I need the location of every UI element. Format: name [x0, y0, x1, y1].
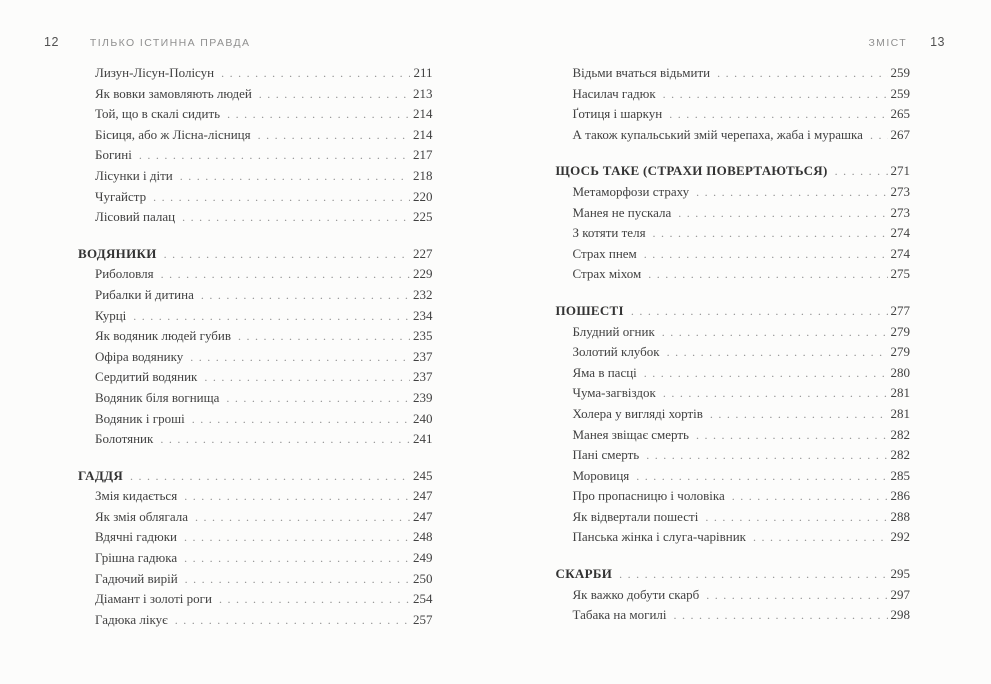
dot-leader — [667, 342, 888, 363]
entry-title: Відьми вчаться відьмити — [572, 65, 711, 80]
toc-entry — [95, 84, 433, 105]
dot-leader — [706, 585, 887, 606]
entry-page-number: 247 — [413, 508, 433, 524]
dot-leader — [732, 486, 888, 507]
entry-page-number: 274 — [890, 245, 910, 261]
entry-title: Метаморфози страху — [572, 183, 690, 199]
dot-leader — [153, 187, 410, 208]
toc-entry — [573, 104, 911, 125]
toc-entry — [573, 84, 911, 105]
toc-entry — [573, 507, 911, 528]
entry-page-number: 229 — [413, 266, 433, 282]
toc-entry — [95, 548, 433, 569]
dot-leader — [662, 322, 888, 343]
entry-title: Рибалки й дитина — [95, 286, 194, 302]
entry-page-number: 254 — [413, 591, 433, 607]
entry-page-number: 259 — [890, 65, 910, 80]
dot-leader — [201, 285, 410, 306]
dot-leader — [669, 104, 887, 125]
toc-entry — [95, 589, 433, 610]
toc-entry — [573, 527, 911, 548]
entry-page-number: 282 — [890, 426, 910, 442]
toc-entry — [573, 223, 911, 244]
entry-title: Богині — [95, 147, 132, 163]
entry-title: Грішна гадюка — [95, 550, 178, 566]
entry-title: Гадючий вирій — [95, 570, 178, 586]
toc-entry — [95, 207, 433, 228]
dot-leader — [133, 306, 410, 327]
dot-leader — [195, 507, 410, 528]
entry-title: Ґотиця і шаркун — [572, 106, 663, 122]
entry-page-number: 297 — [890, 586, 910, 602]
dot-leader — [619, 564, 887, 585]
page-right — [496, 0, 991, 684]
running-title-left: ТІЛЬКО ІСТИННА ПРАВДА — [89, 37, 251, 49]
entry-page-number: 247 — [413, 488, 433, 504]
entry-page-number: 285 — [890, 467, 910, 483]
dot-leader — [663, 383, 888, 404]
entry-page-number: 277 — [890, 302, 910, 318]
toc-entry — [95, 347, 433, 368]
toc-entry — [573, 342, 911, 363]
entry-title: Лизун-Лісун-Полісун — [95, 65, 215, 80]
toc-section — [556, 564, 911, 626]
entry-title: Манея не пускала — [572, 204, 672, 220]
entry-title: Як вовки замовляють людей — [95, 85, 252, 101]
toc-column-right — [556, 63, 911, 626]
entry-page-number: 271 — [890, 163, 910, 179]
dot-leader — [192, 409, 410, 430]
section-title: ВОДЯНИКИ — [78, 245, 157, 261]
page-number-left: 12 — [44, 35, 59, 49]
entry-page-number: 213 — [413, 85, 433, 101]
entry-title: Чума-загвіздок — [572, 385, 656, 401]
toc-entry — [573, 383, 911, 404]
entry-title: Той, що в скалі сидить — [95, 106, 221, 122]
toc-section — [556, 63, 911, 145]
entry-page-number: 239 — [413, 389, 433, 405]
dot-leader — [696, 425, 888, 446]
entry-title: Страх міхом — [572, 266, 642, 282]
entry-page-number: 286 — [890, 488, 910, 504]
toc-entry — [573, 203, 911, 224]
toc-entry — [573, 585, 911, 606]
dot-leader — [139, 145, 410, 166]
toc-entry — [95, 166, 433, 187]
section-title: ГАДДЯ — [78, 467, 124, 483]
dot-leader — [184, 527, 410, 548]
entry-page-number: 235 — [413, 328, 433, 344]
toc-entry — [95, 145, 433, 166]
toc-entry — [573, 182, 911, 203]
entry-title: А також купальський змій черепаха, жаба і мурашка — [572, 126, 863, 142]
toc-column-left — [78, 63, 433, 630]
entry-page-number: 237 — [413, 348, 433, 364]
toc-entry — [573, 63, 911, 84]
toc-section — [78, 63, 433, 228]
dot-leader — [870, 125, 888, 146]
toc-entry — [95, 507, 433, 528]
toc-entry — [95, 527, 433, 548]
toc-entry — [573, 445, 911, 466]
toc-entry — [573, 264, 911, 285]
entry-page-number: 211 — [413, 65, 433, 80]
toc-entry — [95, 125, 433, 146]
dot-leader — [644, 363, 888, 384]
entry-page-number: 281 — [890, 405, 910, 421]
dot-leader — [717, 63, 887, 84]
entry-title: Вдячні гадюки — [95, 529, 177, 545]
dot-leader — [160, 429, 410, 450]
page-number-right: 13 — [930, 35, 945, 49]
toc-entry — [95, 63, 433, 84]
dot-leader — [226, 388, 410, 409]
entry-page-number: 249 — [413, 550, 433, 566]
dot-leader — [227, 104, 410, 125]
dot-leader — [164, 244, 410, 265]
entry-title: Пані смерть — [572, 447, 640, 463]
entry-page-number: 275 — [890, 266, 910, 282]
dot-leader — [238, 326, 410, 347]
dot-leader — [648, 264, 887, 285]
toc-entry — [573, 244, 911, 265]
toc-section-heading — [556, 564, 911, 585]
entry-title: Насилач гадюк — [572, 85, 656, 101]
toc-section-heading — [556, 301, 911, 322]
entry-page-number: 298 — [890, 607, 910, 623]
entry-title: Лісовий палац — [95, 209, 176, 225]
toc-entry — [95, 388, 433, 409]
dot-leader — [663, 84, 888, 105]
entry-title: Болотяник — [95, 431, 154, 447]
toc-entry — [573, 125, 911, 146]
entry-page-number: 295 — [890, 566, 910, 582]
entry-page-number: 214 — [413, 106, 433, 122]
entry-title: Бісиця, або ж Лісна-лісниця — [95, 126, 251, 142]
entry-page-number: 248 — [413, 529, 433, 545]
dot-leader — [219, 589, 410, 610]
running-header-right — [556, 35, 946, 50]
toc-entry — [95, 486, 433, 507]
dot-leader — [180, 166, 410, 187]
entry-page-number: 292 — [890, 529, 910, 545]
entry-page-number: 267 — [890, 126, 910, 142]
entry-title: Страх пнем — [572, 245, 637, 261]
entry-title: Гадюка лікує — [95, 611, 168, 627]
entry-page-number: 281 — [890, 385, 910, 401]
entry-title: Блудний огник — [572, 323, 655, 339]
dot-leader — [221, 63, 410, 84]
section-title: ПОШЕСТІ — [555, 302, 624, 318]
entry-title: Холера у вигляді хортів — [572, 405, 703, 421]
entry-title: Панська жінка і слуга-чарівник — [572, 529, 746, 545]
entry-page-number: 214 — [413, 126, 433, 142]
entry-page-number: 282 — [890, 447, 910, 463]
toc-section-heading — [78, 244, 433, 265]
toc-section — [78, 244, 433, 450]
toc-entry — [95, 285, 433, 306]
entry-page-number: 225 — [413, 209, 433, 225]
dot-leader — [175, 610, 410, 631]
toc-entry — [95, 306, 433, 327]
toc-entry — [95, 326, 433, 347]
section-title: ЩОСЬ ТАКЕ (СТРАХИ ПОВЕРТАЮТЬСЯ) — [555, 163, 828, 179]
dot-leader — [705, 507, 887, 528]
dot-leader — [696, 182, 887, 203]
dot-leader — [161, 264, 410, 285]
dot-leader — [184, 548, 410, 569]
toc-entry — [95, 264, 433, 285]
entry-title: Табака на могилі — [572, 607, 667, 623]
toc-entry — [95, 429, 433, 450]
entry-title: Золотий клубок — [572, 344, 660, 360]
entry-title: Діамант і золоті роги — [95, 591, 212, 607]
toc-section-heading — [78, 466, 433, 487]
entry-page-number: 273 — [890, 183, 910, 199]
toc-entry — [95, 409, 433, 430]
entry-title: Чугайстр — [95, 188, 147, 204]
entry-page-number: 279 — [890, 323, 910, 339]
toc-entry — [573, 322, 911, 343]
running-title-right: ЗМІСТ — [868, 37, 908, 49]
dot-leader — [258, 125, 410, 146]
entry-title: Курці — [95, 307, 127, 323]
entry-page-number: 241 — [413, 431, 433, 447]
dot-leader — [130, 466, 410, 487]
toc-section-heading — [556, 161, 911, 182]
dot-leader — [185, 569, 410, 590]
entry-page-number: 288 — [890, 508, 910, 524]
dot-leader — [259, 84, 410, 105]
toc-section — [78, 466, 433, 631]
dot-leader — [710, 404, 888, 425]
running-header-left — [44, 35, 433, 50]
entry-page-number: 274 — [890, 225, 910, 241]
toc-entry — [95, 610, 433, 631]
toc-entry — [573, 486, 911, 507]
entry-title: Як важко добути скарб — [572, 586, 700, 602]
toc-section — [556, 301, 911, 548]
dot-leader — [646, 445, 887, 466]
entry-title: Водяник і гроші — [95, 410, 185, 426]
entry-title: Офіра водянику — [95, 348, 184, 364]
entry-page-number: 217 — [413, 147, 433, 163]
toc-entry — [95, 104, 433, 125]
entry-title: Лісунки і діти — [95, 167, 173, 183]
dot-leader — [204, 367, 410, 388]
entry-page-number: 259 — [890, 85, 910, 101]
entry-page-number: 237 — [413, 369, 433, 385]
entry-title: Змія кидається — [95, 488, 178, 504]
entry-page-number: 234 — [413, 307, 433, 323]
entry-page-number: 245 — [413, 467, 433, 483]
entry-title: Про пропасницю і чоловіка — [572, 488, 725, 504]
entry-page-number: 250 — [413, 570, 433, 586]
toc-entry — [573, 425, 911, 446]
entry-page-number: 227 — [413, 245, 433, 261]
dot-leader — [835, 161, 888, 182]
entry-page-number: 240 — [413, 410, 433, 426]
dot-leader — [674, 605, 888, 626]
section-title: СКАРБИ — [555, 566, 613, 582]
dot-leader — [184, 486, 410, 507]
toc-entry — [573, 404, 911, 425]
entry-page-number: 265 — [890, 106, 910, 122]
dot-leader — [753, 527, 888, 548]
dot-leader — [190, 347, 410, 368]
entry-title: Сердитий водяник — [95, 369, 198, 385]
dot-leader — [644, 244, 888, 265]
dot-leader — [678, 203, 887, 224]
dot-leader — [631, 301, 888, 322]
entry-page-number: 218 — [413, 167, 433, 183]
entry-page-number: 257 — [413, 611, 433, 627]
dot-leader — [636, 466, 887, 487]
toc-entry — [95, 367, 433, 388]
dot-leader — [182, 207, 410, 228]
entry-page-number: 279 — [890, 344, 910, 360]
entry-title: Як водяник людей губив — [95, 328, 231, 344]
toc-entry — [573, 605, 911, 626]
entry-page-number: 232 — [413, 286, 433, 302]
entry-page-number: 220 — [413, 188, 433, 204]
entry-title: Моровиця — [572, 467, 630, 483]
toc-entry — [95, 187, 433, 208]
dot-leader — [653, 223, 888, 244]
toc-section — [556, 161, 911, 285]
entry-title: З котяти теля — [572, 225, 646, 241]
entry-title: Манея звіщає смерть — [572, 426, 689, 442]
toc-entry — [95, 569, 433, 590]
toc-entry — [573, 363, 911, 384]
entry-title: Водяник біля вогнища — [95, 389, 220, 405]
toc-entry — [573, 466, 911, 487]
entry-title: Яма в пасці — [572, 364, 637, 380]
entry-title: Як змія облягала — [95, 508, 188, 524]
entry-title: Риболовля — [95, 266, 154, 282]
entry-page-number: 273 — [890, 204, 910, 220]
entry-title: Як відвертали пошесті — [572, 508, 699, 524]
entry-page-number: 280 — [890, 364, 910, 380]
